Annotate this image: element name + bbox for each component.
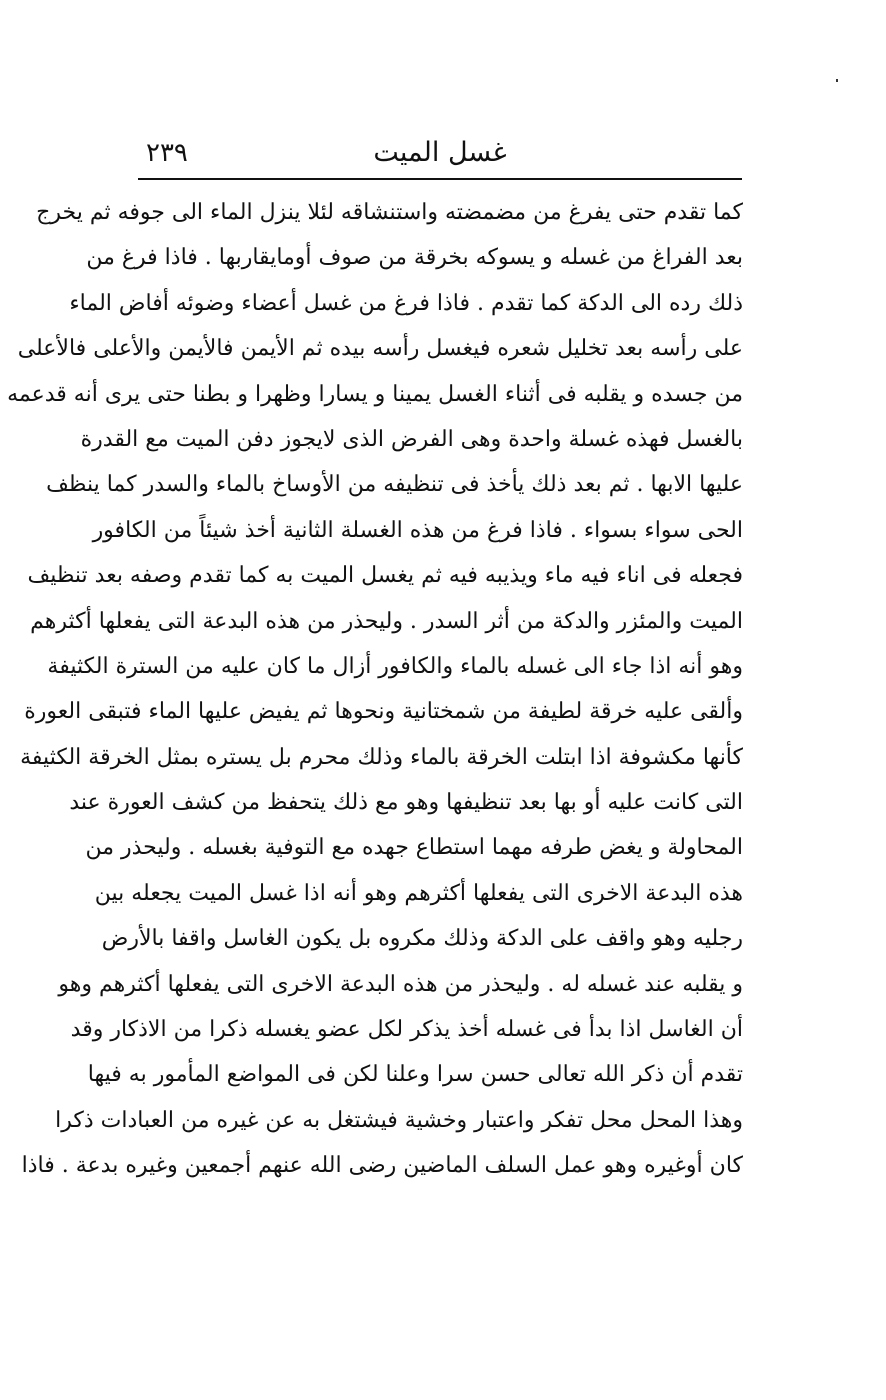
- text-line: تقدم أن ذكر الله تعالى حسن سرا وعلنا لكن فى المواضع المأمور به فيها: [87, 1062, 743, 1088]
- scan-speck: [836, 79, 838, 82]
- text-line: رجليه وهو واقف على الدكة وذلك مكروه بل يكون الغاسل واقفا بالأرض: [101, 926, 743, 952]
- text-line: أن الغاسل اذا بدأ فى غسله أخذ يذكر لكل عضو يغسله ذكرا من الاذكار وقد: [70, 1017, 743, 1043]
- text-line: على رأسه بعد تخليل شعره فيغسل رأسه بيده ثم الأيمن فالأيمن والأعلى فالأعلى: [17, 336, 743, 362]
- page-header: [140, 133, 740, 177]
- text-line: بالغسل فهذه غسلة واحدة وهى الفرض الذى لايجوز دفن الميت مع القدرة: [80, 426, 743, 452]
- text-line: وألقى عليه خرقة لطيفة من شمختانية ونحوها ثم يفيض عليها الماء فتبقى العورة: [24, 699, 743, 725]
- text-line: عليها الابها . ثم بعد ذلك يأخذ فى تنظيفه من الأوساخ بالماء والسدر كما ينظف: [46, 472, 743, 498]
- text-line: كأنها مكشوفة اذا ابتلت الخرقة بالماء وذلك محرم بل يستره بمثل الخرقة الكثيفة: [20, 744, 743, 770]
- header-rule: [138, 178, 742, 180]
- text-line: التى كانت عليه أو بها بعد تنظيفها وهو مع ذلك يتحفظ من كشف العورة عند: [69, 790, 743, 816]
- text-line: و يقلبه عند غسله له . وليحذر من هذه البدعة الاخرى التى يفعلها أكثرهم وهو: [58, 971, 743, 997]
- text-line: المحاولة و يغض طرفه مهما استطاع جهده مع التوفية بغسله . وليحذر من: [85, 835, 743, 861]
- text-line: ذلك رده الى الدكة كما تقدم . فاذا فرغ من غسل أعضاء وضوئه أفاض الماء: [69, 290, 743, 316]
- text-line: وهو أنه اذا جاء الى غسله بالماء والكافور أزال ما كان عليه من السترة الكثيفة: [47, 653, 743, 679]
- text-line: فجعله فى اناء فيه ماء ويذيبه فيه ثم يغسل الميت به كما تقدم وصفه بعد تنظيف: [27, 563, 743, 589]
- text-line: الميت والمئزر والدكة من أثر السدر . وليحذر من هذه البدعة التى يفعلها أكثرهم: [30, 608, 743, 634]
- running-title: غسل الميت: [373, 137, 507, 168]
- text-line: من جسده و يقلبه فى أثناء الغسل يمينا و يسارا وظهرا و بطنا حتى يرى أنه قدعمه: [7, 381, 743, 407]
- text-line: هذه البدعة الاخرى التى يفعلها أكثرهم وهو أنه اذا غسل الميت يجعله بين: [94, 880, 743, 906]
- text-line: بعد الفراغ من غسله و يسوكه بخرقة من صوف أومايقاربها . فاذا فرغ من: [86, 245, 743, 271]
- text-line: الحى سواء بسواء . فاذا فرغ من هذه الغسلة الثانية أخذ شيئاً من الكافور: [92, 517, 743, 543]
- text-line: كما تقدم حتى يفرغ من مضمضته واستنشاقه لئلا ينزل الماء الى جوفه ثم يخرج: [36, 200, 743, 225]
- body-text: [7, 190, 743, 1189]
- text-line: وهذا المحل محل تفكر واعتبار وخشية فيشتغل به عن غيره من العبادات ذكرا: [55, 1107, 743, 1133]
- text-line: كان أوغيره وهو عمل السلف الماضين رضى الله عنهم أجمعين وغيره بدعة . فاذا: [21, 1153, 743, 1179]
- page-number: ٢٣٩: [146, 138, 188, 168]
